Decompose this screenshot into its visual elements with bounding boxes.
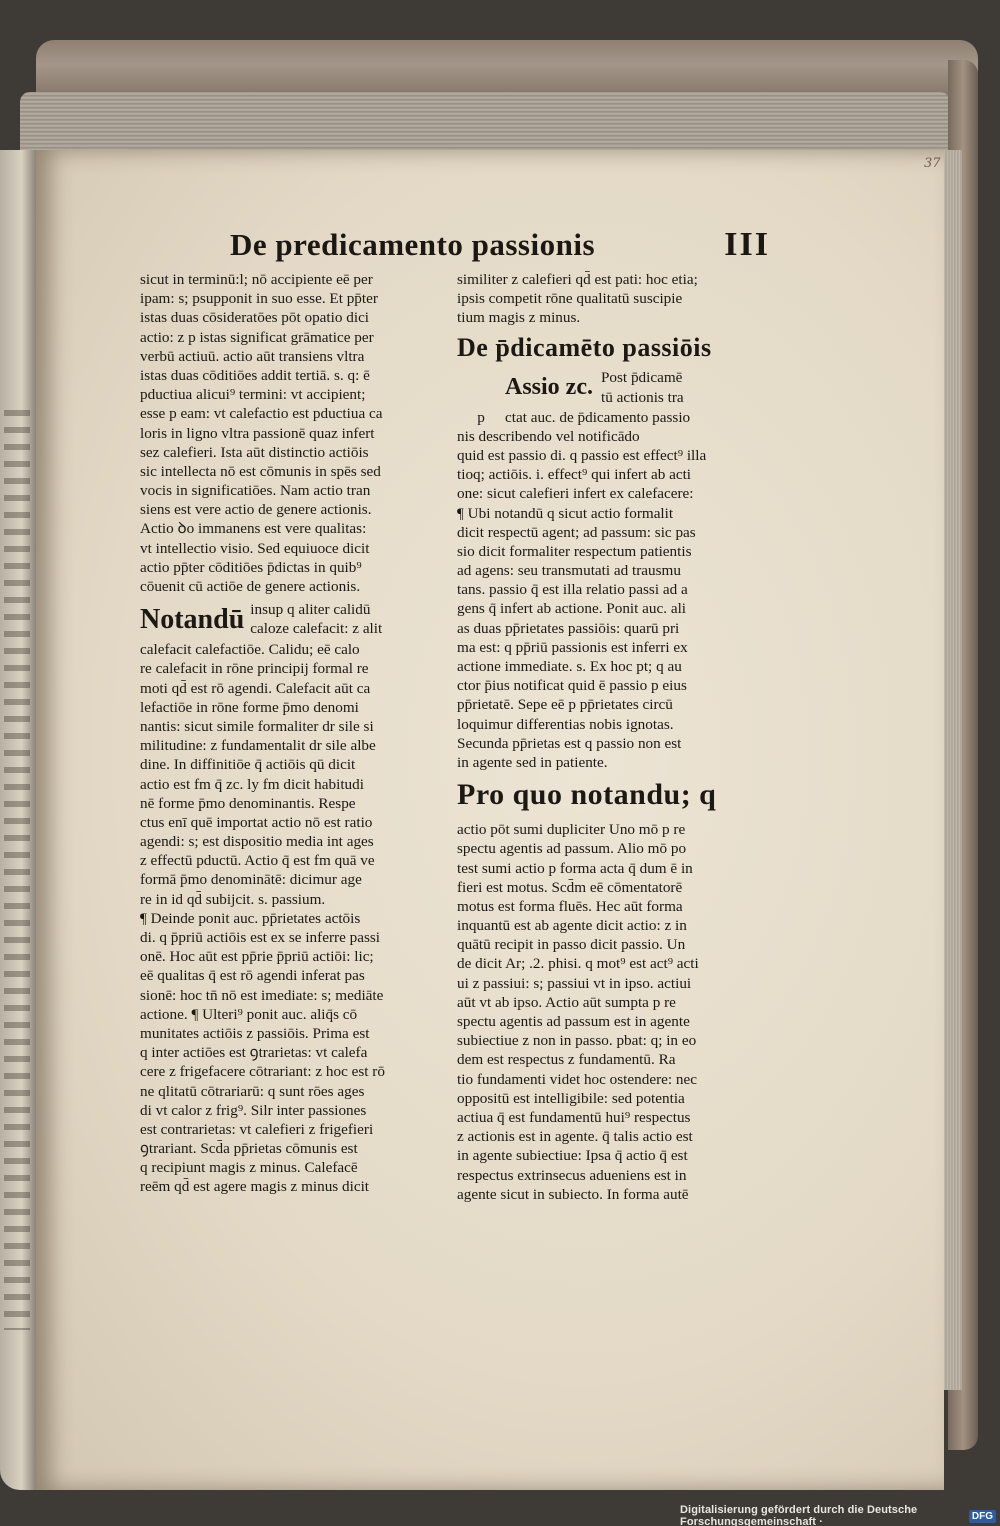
- text-line: actio: z p istas significat grāmatice per: [140, 328, 374, 346]
- section-heading: De p̄dicamēto passiōis: [457, 332, 712, 362]
- text-line: ad agens: seu transmutati ad trausmu: [457, 562, 681, 580]
- text-line: dine. In diffinitiōe q̄ actiōis qū dicit: [140, 756, 356, 774]
- funding-credit: Digitalisierung gefördert durch die Deutsche Forschungsgemeinschaft ·: [680, 1504, 918, 1526]
- text-line: Secunda pp̄rietas est q passio non est: [457, 734, 682, 752]
- text-line: militudine: z fundamentalit dr sile albe: [140, 737, 376, 755]
- right-block-1: [457, 270, 779, 328]
- text-line: Actio ꝺo immanens est vere qualitas:: [140, 520, 367, 538]
- text-line: pductiua alicui⁹ termini: vt accipient;: [140, 386, 366, 404]
- text-line: di. q p̄priū actiōis est ex se inferre passi: [140, 929, 380, 946]
- text-line: ipam: s; psupponit in suo esse. Et pp̄ter: [140, 290, 378, 308]
- text-line: re in id qd̄ subijcit. s. passium.: [140, 890, 326, 908]
- text-line: q inter actiōes est ꝯtrarietas: vt calefa: [140, 1044, 368, 1062]
- text-line: fieri est motus. Scd̄m eē cōmentatorē: [457, 878, 683, 896]
- text-line: eē qualitas q̄ est rō agendi inferat pas: [140, 967, 365, 985]
- text-line: aūt vt ab ipso. Actio aūt sumpta p re: [457, 993, 676, 1011]
- text-line: actio pōt sumi dupliciter Uno mō p re: [457, 821, 686, 839]
- text-line: spectu agentis ad passum. Alio mō po: [457, 840, 687, 858]
- notandum-initial: Notandū: [140, 603, 245, 635]
- text-line: ctor p̄ius notificat quid ē passio p eius: [457, 677, 687, 695]
- text-line: actione. ¶ Ulteri⁹ ponit auc. aliq̄s cō: [140, 1005, 358, 1023]
- text-line: vt intellectio visio. Sed equiuoce dicit: [140, 539, 370, 557]
- text-line: cere z frigefacere cōtrariant: z hoc est rō: [140, 1063, 385, 1081]
- text-line: test sumi actio p forma acta q̄ dum ē in: [457, 859, 693, 877]
- text-line: z actionis est in agente. q̄ talis actio est: [457, 1128, 693, 1146]
- text-line: quātū recipit in passo dicit passio. Un: [457, 936, 686, 954]
- text-line: loquimur differentias nobis ignotas.: [457, 715, 674, 733]
- text-line: cōuenit cū actiōe de genere actionis.: [140, 578, 361, 595]
- text-line: moti qd̄ est rō agendi. Calefacit aūt ca: [140, 679, 371, 697]
- text-line: ma est: q pp̄riū passionis est inferri ex: [457, 638, 688, 656]
- text-line: actiua q̄ est fundamentū hui⁹ respectus: [457, 1108, 691, 1126]
- text-line: z effectū pductū. Actio q̄ est fm quā ve: [140, 852, 375, 870]
- left-block-2: [140, 640, 462, 1196]
- text-line: nantis: sicut simile formaliter dr sile si: [140, 717, 374, 735]
- text-line: calefacit calefactiōe. Calidu; eē calo: [140, 641, 360, 659]
- text-line: similiter z calefieri qd̄ est pati: hoc etia;: [457, 271, 698, 288]
- text-line: quid est passio di. q passio est effect⁹ illa: [457, 446, 707, 464]
- folio-number: 37: [924, 156, 941, 171]
- text-line: sic intellecta nō est cōmunis in spēs sed: [140, 462, 381, 480]
- assio-initial: Assio zc.: [505, 373, 593, 400]
- page-edges-top: [20, 92, 950, 152]
- text-line: spectu agentis ad passum est in agente: [457, 1013, 690, 1030]
- facing-page-text: [4, 410, 30, 1330]
- text-line: tans. passio q̄ est illa relatio passi ad a: [457, 581, 688, 599]
- text-line: ui z passiui: s; passiui vt in ipso. actiui: [457, 974, 692, 992]
- text-line: istas duas cōsideratōes pōt opatio dici: [140, 309, 370, 327]
- text-line: gens q̄ infert ab actione. Ponit auc. ali: [457, 600, 687, 618]
- text-line: verbū actiuū. actio aūt transiens vltra: [140, 347, 365, 365]
- text-line: lefactiōe in rōne forme p̄mo denomi: [140, 698, 359, 716]
- text-line: tioq; actiōis. i. effect⁹ qui infert ab acti: [457, 466, 692, 484]
- running-head-number: III: [724, 226, 770, 263]
- running-head: [230, 226, 770, 268]
- text-line: as duas pp̄rietates passiōis: quarū pri: [457, 619, 680, 637]
- assio-lines: [601, 368, 684, 406]
- pro-quo-heading: Pro quo notandu; q: [457, 778, 717, 812]
- text-line: inquantū est ab agente dicit actio: z in: [457, 917, 687, 935]
- text-line: tū actionis tra: [600, 388, 684, 406]
- text-line: Post p̄dicamē: [600, 369, 683, 387]
- text-line: est contrarietas: vt calefieri z frigefieri: [140, 1120, 374, 1138]
- text-line: actio pp̄ter cōditiōes p̄dictas in quib⁹: [140, 558, 362, 576]
- text-line: insup q aliter calidū: [250, 601, 371, 618]
- text-line: sio dicit formaliter respectum patientis: [457, 542, 692, 560]
- notandum-heading: [140, 598, 462, 640]
- text-line: subiectiue z non in passo. pbat: q; in eo: [457, 1032, 697, 1050]
- text-line: in agente sed in patiente.: [457, 753, 608, 771]
- text-line: munitates actiōis z passiōis. Prima est: [140, 1024, 370, 1042]
- text-line: ꝯtrariant. Scd̄a pp̄rietas cōmunis est: [140, 1140, 358, 1158]
- text-line: esse p eam: vt calefactio est pductiua ca: [140, 405, 383, 423]
- text-line: in agente subiectiue: Ipsa q̄ actio q̄ est: [457, 1147, 688, 1165]
- guide-letter: p: [477, 408, 485, 426]
- text-line: oppositū est intelligibile: sed potentia: [457, 1089, 685, 1107]
- text-line: sicut in terminū:l; nō accipiente eē per: [140, 271, 373, 288]
- text-line: ne qlitatū cōtrariarū: q sunt rōes ages: [140, 1082, 365, 1100]
- right-block-3: [457, 820, 779, 1204]
- text-line: istas duas cōditiōes addit tertiā. s. q: ē: [140, 366, 370, 384]
- text-line: de dicit Ar; .2. phisi. q mot⁹ est act⁹ acti: [457, 955, 699, 973]
- text-line: ctat auc. de p̄dicamento passio: [505, 408, 691, 426]
- text-line: ipsis competit rōne qualitatū suscipie: [457, 290, 683, 308]
- text-column-right: [457, 270, 779, 1204]
- facing-page-edge: [0, 150, 36, 1490]
- text-line: pp̄rietatē. Sepe eē p pp̄rietates circū: [457, 696, 673, 714]
- dfg-logo-icon: DFG: [969, 1510, 996, 1523]
- text-line: tium magis z minus.: [457, 309, 581, 327]
- text-line: sez calefieri. Ista aūt distinctio actiōis: [140, 443, 369, 461]
- text-line: dicit respectū agent; ad passum: sic pas: [457, 523, 696, 541]
- digitization-footer: [680, 1506, 1000, 1526]
- text-line: sionē: hoc tn̄ nō est imediate: s; mediāte: [140, 986, 384, 1004]
- text-line: reēm qd̄ est agere magis z minus dicit: [140, 1178, 370, 1196]
- text-line: actione immediate. s. Ex hoc pt; q au: [457, 658, 682, 675]
- text-line: one: sicut calefieri infert ex calefacere:: [457, 485, 694, 503]
- assio-line-3: [457, 408, 779, 427]
- left-block-1: [140, 270, 462, 596]
- text-line: dem est respectus z fundamentū. Ra: [457, 1051, 676, 1069]
- text-line: re calefacit in rōne principij formal re: [140, 660, 369, 678]
- text-line: vocis in significatiōes. Nam actio tran: [140, 482, 371, 500]
- text-line: respectus extrinsecus adueniens est in: [457, 1166, 687, 1184]
- text-line: agente sicut in subiecto. In forma autē: [457, 1185, 689, 1203]
- text-line: actio est fm q̄ zc. ly fm dicit habitudi: [140, 775, 364, 793]
- text-line: nē forme p̄mo denominantis. Respe: [140, 794, 356, 812]
- text-line: agendi: s; est dispositio media int ages: [140, 833, 374, 851]
- text-line: siens est vere actio de genere actionis.: [140, 501, 372, 519]
- text-line: motus est forma fluēs. Hec aūt forma: [457, 897, 683, 915]
- text-line: di vt calor z frig⁹. Silr inter passiones: [140, 1101, 367, 1119]
- text-line: ctus enī quē importat actio nō est ratio: [140, 813, 373, 831]
- text-line: nis describendo vel notificādo: [457, 427, 640, 445]
- text-line: tio fundamenti videt hoc ostendere: nec: [457, 1070, 697, 1088]
- text-line: q recipiunt magis z minus. Calefacē: [140, 1159, 358, 1177]
- assio-heading: [457, 368, 779, 408]
- text-line: formā p̄mo denominātē: dicimur age: [140, 871, 362, 889]
- notandum-lines: [250, 600, 382, 638]
- text-line: onē. Hoc aūt est pp̄rie p̄priū actiōi: lic;: [140, 948, 374, 966]
- text-line: ¶ Deinde ponit auc. pp̄rietates actōis: [140, 909, 361, 927]
- right-block-2: [457, 427, 779, 772]
- text-column-left: [140, 270, 462, 1197]
- text-line: ¶ Ubi notandū q sicut actio formalit: [457, 504, 674, 522]
- text-line: loris in ligno vltra passionē quaz infert: [140, 424, 375, 442]
- text-line: caloze calefacit: z alit: [250, 620, 383, 638]
- running-head-title: De predicamento passionis: [230, 227, 596, 262]
